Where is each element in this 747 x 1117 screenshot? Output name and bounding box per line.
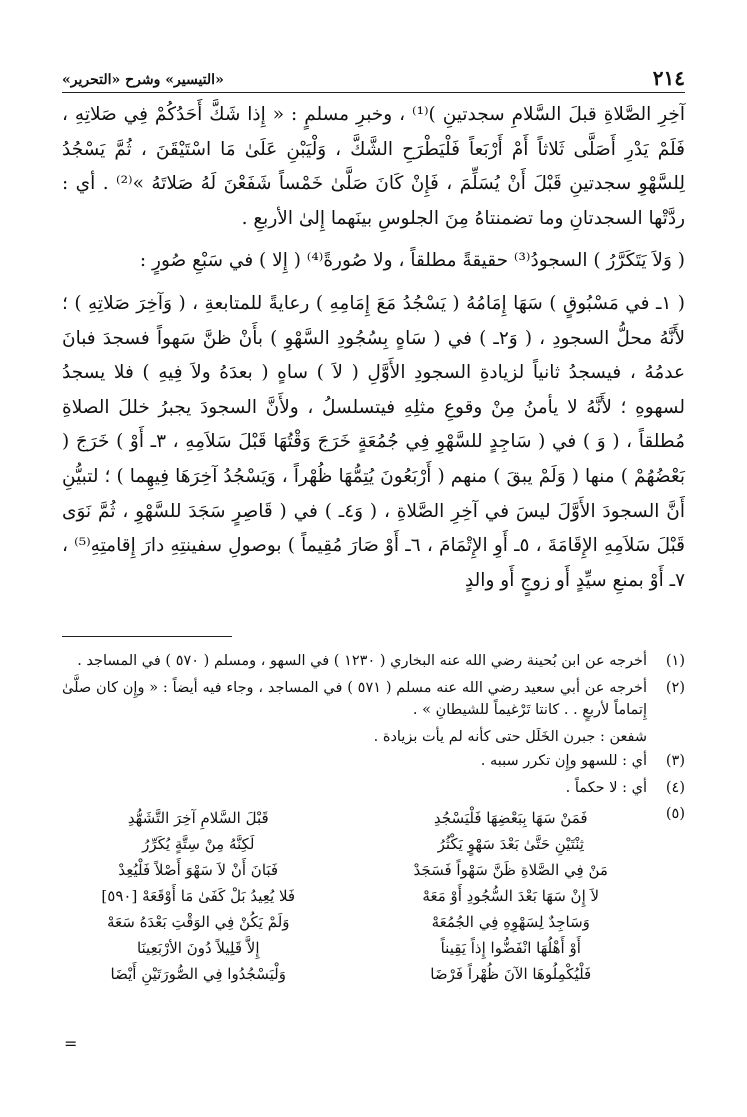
footnote-number: (٥): [665, 806, 685, 822]
footnote-poem: [62, 803, 685, 987]
footnote-text: أخرجه عن ابن بُحينة رضي الله عنه البخاري ( ١٢٣٠ ) في السهو ، ومسلم ( ٥٧٠ ) في المساجد .: [77, 653, 647, 669]
footnotes: [62, 650, 685, 991]
verse-hemistich: فَلْيُكْمِلُوهَا الآنَ ظُهْراً فَرْضَا: [430, 965, 592, 983]
footnote: [62, 677, 685, 722]
footnote: [62, 777, 685, 800]
page-number: ٢١٤: [652, 66, 685, 90]
verse-hemistich: لَكِنَّهُ مِنْ سِتَّةٍ يُكَرِّرُ: [142, 835, 255, 853]
footnote-number: (٢): [665, 679, 685, 696]
paragraph: ( وَلاَ يَتَكَرَّرُ ) السجودُ⁽³⁾ حقيقةً مطلقاً ، ولا صُورةً⁽⁴⁾ ( إِلا ) في سَبْعِ صُورٍ :: [139, 250, 685, 272]
footnote-number: (١): [665, 653, 685, 669]
footnote: [62, 750, 685, 773]
verse-hemistich: أَوْ أَهْلُهَا انْفَضُّوا إِذاً يَقِيناً: [440, 939, 581, 957]
verse-hemistich: فَمَنْ سَهَا بِبَعْضِهَا فَلْيَسْجُدِ: [433, 809, 588, 827]
footnote-text: أي : للسهو وإِن تكرر سببه .: [480, 753, 647, 769]
verse-hemistich: قَبْلَ السَّلامِ آخِرَ التَّشَهُّدِ: [127, 809, 269, 827]
footnote-number: (٣): [665, 753, 685, 769]
footnote-gloss: شفعن : جبرن الخَلَل حتى كأنه لم يأت بزيادة .: [373, 728, 647, 745]
footnote-text: أخرجه عن أبي سعيد رضي الله عنه مسلم ( ٥٧١ ) في المساجد ، وجاء فيه أيضاً : « وإِن كان صلَّىٰ إِتماماً لأربعٍ . . كانتا تَرْغيماً للشيطانِ » .: [62, 679, 647, 718]
verse-hemistich: وَسَاجِدٌ لِسَهْوِهِ فِي الجُمُعَهْ: [431, 913, 590, 931]
verse-hemistich: وَلْيَسْجُدُوا فِي الصُّورَتَيْنِ أَيْضَا: [110, 965, 286, 983]
footnote-divider: [62, 636, 232, 637]
verse-hemistich: إِلاَّ قَلِيلاً دُونَ الأرْبَعِينَا: [136, 939, 260, 957]
footnote: [62, 650, 685, 673]
paragraph: ( ١ـ في مَسْبُوقٍ ) سَهَا إِمَامُهُ ( يَسْجُدُ مَعَ إِمَامِهِ ) رعايةً للمتابعةِ ، ( وَآخِرَ صَلاتِهِ ) ؛ لأَنَّهُ محلُّ السجودِ ، ( وَ٢ـ ) في ( سَاهٍ بِسُجُودِ السَّهْوِ ) بأَنْ ظنَّ سَهواً فسجدَ فبانَ عدمُهُ ، فيسجدُ ثانياً لزيادةِ السجودِ الأَوَّلِ ( لاَ ) ساهٍ ( بعدَهُ ولاَ فِيهِ ) فلا يسجدُ لسهوهِ ؛ لأَنَّهُ لا يأمنُ مِنْ وقوعِ مثلِهِ فيتسلسلُ ، ولأَنَّ السجودَ يجبرُ خللَ الصلاةِ مُطلقاً ، ( وَ ) في ( سَاجِدٍ للسَّهْوِ فِي جُمُعَةٍ خَرَجَ وَقْتُهَا قَبْلَ سَلاَمِهِ ، ٣ـ أَوْ ) خَرَجَ ( بَعْضُهُمْ ) منها ( وَلَمْ يبقَ ) منهم ( أَرْبَعُونَ يُتِمُّهَا ظُهْراً ، وَيَسْجُدُ آخِرَهَا فِيهِما ) ؛ لتبيُّنِ أَنَّ السجودَ الأَوَّلَ ليسَ في آخِرِ الصَّلاةِ ، ( وَ٤ـ ) في ( قَاصِرٍ سَجَدَ للسَّهْوِ ، ثُمَّ نَوَى قَبْلَ سَلاَمِهِ الإِقَامَةَ ، ٥ـ أَوِ الإِتْمَامَ ، ٦ـ أَوْ صَارَ مُقِيماً ) بوصولِ سفينتِهِ دارَ إِقامتِهِ⁽⁵⁾ ، ٧ـ أَوْ بمنعِ سيِّدٍ أَو زوجٍ أَو والدٍ: [62, 292, 686, 591]
page-header: [62, 62, 685, 93]
poem-verses: [62, 805, 647, 987]
verse-hemistich: ثِنْتَيْنِ حَتَّىٰ بَعْدَ سَهْوٍ يَكْثُرُ: [437, 835, 584, 853]
footnote-text: أي : لا حكماً .: [565, 779, 647, 796]
verse-hemistich: فَبَانَ أَنْ لاَ سَهْوَ أَصْلاً فَلْيُعِدْ: [118, 861, 279, 879]
main-text: [62, 98, 685, 598]
footnote-number: (٤): [665, 779, 685, 796]
verse-hemistich: وَلَمْ يَكُنْ فِي الوَقْتِ بَعْدَهُ سَعَهْ: [106, 913, 290, 931]
verse-hemistich: لاَ إِنْ سَهَا بَعْدَ السُّجُودِ أَوْ مَعَهْ: [422, 887, 600, 905]
verse-hemistich: فَلا يُعِيدُ بَلْ كَفَىٰ مَا أَوْقَعَهْ [٥٩٠]: [101, 887, 296, 905]
continuation-mark: =: [64, 1034, 78, 1053]
running-title: «التيسير» وشرح «التحرير»: [62, 72, 224, 88]
paragraph: آخِرِ الصَّلاةِ قبلَ السَّلامِ سجدتينِ )⁽¹⁾ ، وخبرِ مسلمٍ : « إِذا شَكَّ أَحَدُكُمْ فِي صَلاتِهِ ، فَلَمْ يَدْرِ أَصَلَّى ثَلاثاً أَمْ أَرْبَعاً فَلْيَطْرَحِ الشَّكَّ ، وَلْيَبْنِ عَلَىٰ مَا اسْتَيْقَنَ ، ثُمَّ يَسْجُدُ لِلسَّهْوِ سجدتينِ قَبْلَ أَنْ يُسَلِّمَ ، فَإِنْ كَانَ صَلَّىٰ خَمْساً شَفَعْنَ لَهُ صَلاتَهُ »⁽²⁾ . أي : ردَّتْها السجدتانِ وما تضمنتاهُ مِنَ الجلوسِ بينَهما إِلىٰ الأربعِ .: [62, 104, 686, 229]
verse-hemistich: مَنْ فِي الصَّلاةِ ظَنَّ سَهْواً فَسَجَدْ: [413, 861, 608, 879]
